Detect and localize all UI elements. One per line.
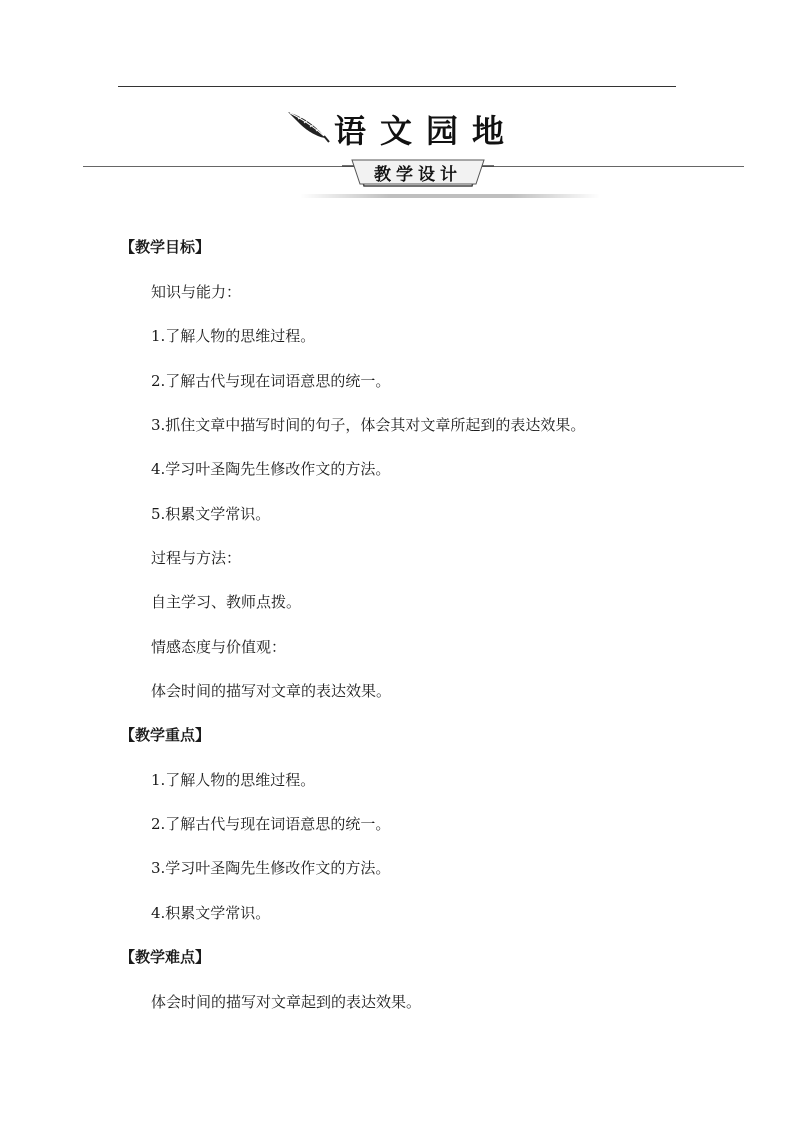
paragraph: 5.积累文学常识。 — [151, 505, 271, 523]
section-heading: 【教学目标】 — [120, 238, 211, 256]
paragraph: 体会时间的描写对文章的表达效果。 — [151, 682, 392, 700]
paragraph: 情感态度与价值观： — [151, 638, 287, 656]
paragraph: 体会时间的描写对文章起到的表达效果。 — [151, 993, 422, 1011]
section-heading: 【教学难点】 — [120, 948, 211, 966]
paragraph: 3.抓住文章中描写时间的句子，体会其对文章所起到的表达效果。 — [151, 416, 586, 434]
paragraph: 4.积累文学常识。 — [151, 904, 271, 922]
paragraph: 过程与方法： — [151, 549, 242, 567]
paragraph: 知识与能力： — [151, 283, 242, 301]
paragraph: 1.了解人物的思维过程。 — [151, 327, 316, 345]
paragraph: 4.学习叶圣陶先生修改作文的方法。 — [151, 460, 391, 478]
paragraph: 2.了解古代与现在词语意思的统一。 — [151, 372, 391, 390]
page-title: 语文园地 — [334, 112, 519, 150]
paragraph: 1.了解人物的思维过程。 — [151, 771, 316, 789]
paragraph: 2.了解古代与现在词语意思的统一。 — [151, 815, 391, 833]
paragraph: 3.学习叶圣陶先生修改作文的方法。 — [151, 859, 391, 877]
section-heading: 【教学重点】 — [120, 726, 211, 744]
paragraph: 自主学习、教师点拨。 — [151, 593, 302, 611]
section-badge: 教学设计 — [374, 165, 462, 185]
